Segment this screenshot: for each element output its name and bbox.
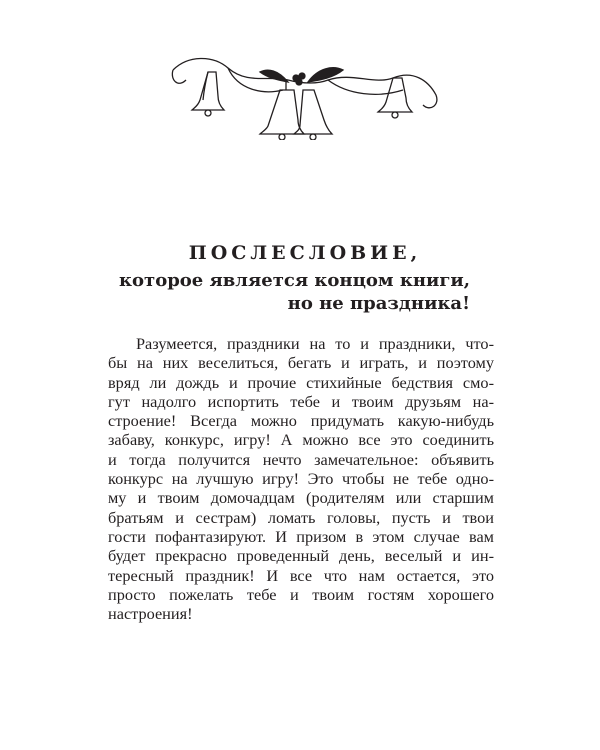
body-line: вряд ли дождь и прочие стихийные бедствия смо-	[108, 372, 494, 392]
body-line: Разумеется, праздники на то и праздники, что-	[136, 334, 494, 353]
body-line: му и твоим домочадцам (родителям или старшим	[108, 488, 494, 508]
body-line: братьям и сестрам) ломать головы, пусть и твои	[108, 507, 494, 527]
body-line: настроения!	[108, 604, 193, 624]
body-line: просто пожелать тебе и твоим гостям хорошего	[108, 584, 494, 604]
body-line: гости пофантазируют. И призом в этом случае вам	[108, 526, 494, 546]
page-title: ПОСЛЕСЛОВИЕ,	[188, 242, 422, 264]
body-line: конкурс на лучшую игру! Это чтобы не тебе одно-	[108, 469, 494, 489]
body-paragraph	[108, 334, 494, 623]
body-line: тересный праздник! И все что нам остается, это	[108, 565, 494, 585]
body-line: гут надолго испортить тебе и твоим друзьям на-	[108, 391, 494, 411]
body-line: и тогда получится нечто замечательное: объявить	[108, 449, 494, 469]
subtitle-line-1: которое является концом книги,	[119, 270, 470, 291]
body-line: бы на них веселиться, бегать и играть, и поэтому	[108, 353, 494, 373]
bells-ornament-icon	[168, 50, 443, 140]
body-line: забаву, конкурс, игру! А можно все это соединить	[108, 430, 494, 450]
subtitle-line-2: но не праздника!	[287, 293, 470, 314]
body-line: строение! Всегда можно придумать какую-нибудь	[108, 411, 494, 431]
body-line: будет прекрасно проведенный день, веселый и ин-	[108, 546, 494, 566]
